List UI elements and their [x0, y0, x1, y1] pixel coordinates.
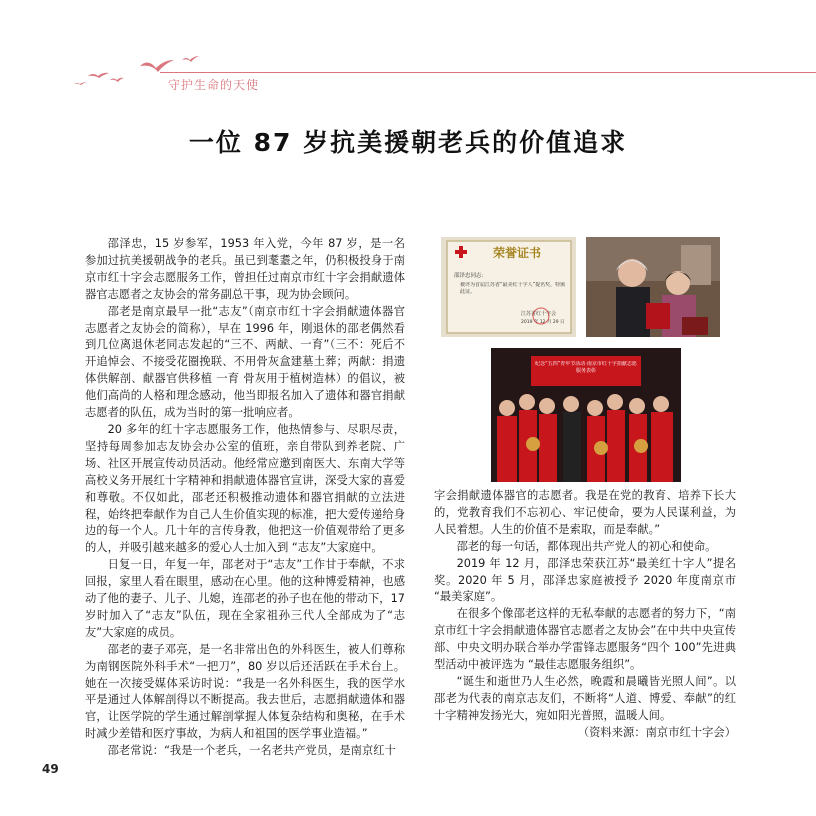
- paragraph: 邵老是南京最早一批“志友”（南京市红十字会捐献遗体器官志愿者之友协会的简称），早在 1996 年，刚退休的邵老偶然看到几位离退休老同志发起的“三不、两献、一育”（三不：死后不开追悼会、不接受花圈挽联、不用骨灰盒建墓土葬；两献：捐遗体供解剖、献器官供移植 一育 骨灰用于植树造林）的倡议，被他们高尚的人格和理念感动，他当即报名加入了遗体和器官捐献志愿者的队伍，成为当时的第一批响应者。: [85, 304, 405, 420]
- bird-icon: [182, 56, 199, 62]
- article-column-left: [85, 236, 405, 760]
- paragraph: “诞生和逝世乃人生必然，晚霞和晨曦皆光照人间”。以邵老为代表的南京志友们，不断将“人道、博爱、奉献”的红十字精神发扬光大，宛如阳光普照，温暖人间。: [434, 674, 736, 722]
- header-rule: [160, 72, 816, 73]
- paragraph: 字会捐献遗体器官的志愿者。我是在党的教育、培养下长大的，党教育我们不忘初心、牢记使命，要为人民谋利益，为人民着想。人生的价值不是索取，而是奉献。”: [434, 489, 736, 536]
- article-title: 一位 87 岁抗美援朝老兵的价值追求: [188, 128, 628, 157]
- paragraph: 邵老常说：“我是一个老兵，一名老共产党员，是南京红十: [107, 744, 396, 758]
- section-label: 守护生命的天使: [168, 78, 260, 92]
- banner-text: 纪念“五四”青年节活动·南京市红十字捐献志愿服务表彰: [535, 361, 637, 374]
- couple-with-certificate-photo: [586, 237, 720, 337]
- paragraph: 日复一日，年复一年，邵老对于“志友”工作甘于奉献，不求回报，家里人看在眼里，感动在心里。他的这种博爱精神，也感动了他的妻子、儿子、儿媳，连邵老的孙子也在他的带动下，17 岁时加入了“志友”队伍，现在全家祖孙三代人全部成为了“志友”大家庭的成员。: [85, 558, 405, 639]
- paragraph: 2019 年 12 月，邵泽忠荣获江苏“最美红十字人”提名奖。2020 年 5 月，邵泽忠家庭被授予 2020 年度南京市 “最美家庭”。: [434, 556, 736, 604]
- source-credit: （资料来源：南京市红十字会）: [577, 725, 736, 739]
- article-column-right: [434, 488, 736, 742]
- bird-icon: [88, 73, 109, 78]
- bird-icon: [74, 82, 87, 85]
- paragraph: 在很多个像邵老这样的无私奉献的志愿者的努力下，“南京市红十字会捐献遗体器官志愿者之友协会”在中共中央宣传部、中央文明办联合举办学雷锋志愿服务“四个 100”先进典型活动中被评选为 “最佳志愿服务组织”。: [434, 607, 736, 672]
- paragraph: 20 多年的红十字志愿服务工作，他热情参与、尽职尽责，坚持每周参加志友协会办公室的值班，亲自带队到养老院、广场、社区开展宣传动员活动。他经常应邀到南医大、东南大学等高校义务开展红十字精神和捐献遗体器官宣讲，深受大家的喜爱和尊敬。不仅如此，邵老还积极推动遗体和器官捐献的立法进程，始终把奉献作为自己人生价值实现的标准，把大爱传递给身边的每一个人。几十年的言传身教，他把这一价值观带给了更多的人，并吸引越来越多的爱心人士加入到 “志友”大家庭中。: [85, 422, 405, 555]
- certificate-date: 2019 年 12 月 29 日: [521, 320, 565, 325]
- certificate-heading: 荣誉证书: [493, 246, 542, 260]
- bird-icon: [140, 60, 174, 72]
- certificate-issuer: 江苏省红十字会: [521, 311, 557, 317]
- certificate-photo: [441, 237, 576, 337]
- certificate-name: 邵泽忠同志：: [454, 273, 488, 279]
- paragraph: 邵泽忠，15 岁参军，1953 年入党，今年 87 岁，是一名参加过抗美援朝战争的老兵。虽已到耄耋之年，仍积极投身于南京市红十字会志愿服务工作，曾担任过南京市红十字会捐献遗体器官志愿者之友协会的常务副总干事，现为协会顾问。: [85, 237, 405, 301]
- certificate-body: 被评为首届江苏省“最美红十字人”提名奖，特颁此证。: [460, 282, 566, 295]
- page-number: 49: [42, 762, 59, 776]
- paragraph: 邵老的每一句话，都体现出共产党人的初心和使命。: [456, 539, 717, 553]
- volunteer-group-photo: [491, 348, 681, 482]
- paragraph: 邵老的妻子邓亮，是一名非常出色的外科医生，被人们尊称为南钢医院外科手术“一把刀”，80 岁以后还活跃在手术台上。她在一次接受媒体采访时说：“我是一名外科医生，我的医学水平是通过人体解剖得以不断提高。我去世后，志愿捐献遗体和器官，让医学院的学生通过解剖掌握人体复杂结构和奥秘，在手术时减少差错和医疗事故，为病人和祖国的医学事业造福。”: [85, 642, 405, 741]
- bird-icon: [110, 78, 124, 82]
